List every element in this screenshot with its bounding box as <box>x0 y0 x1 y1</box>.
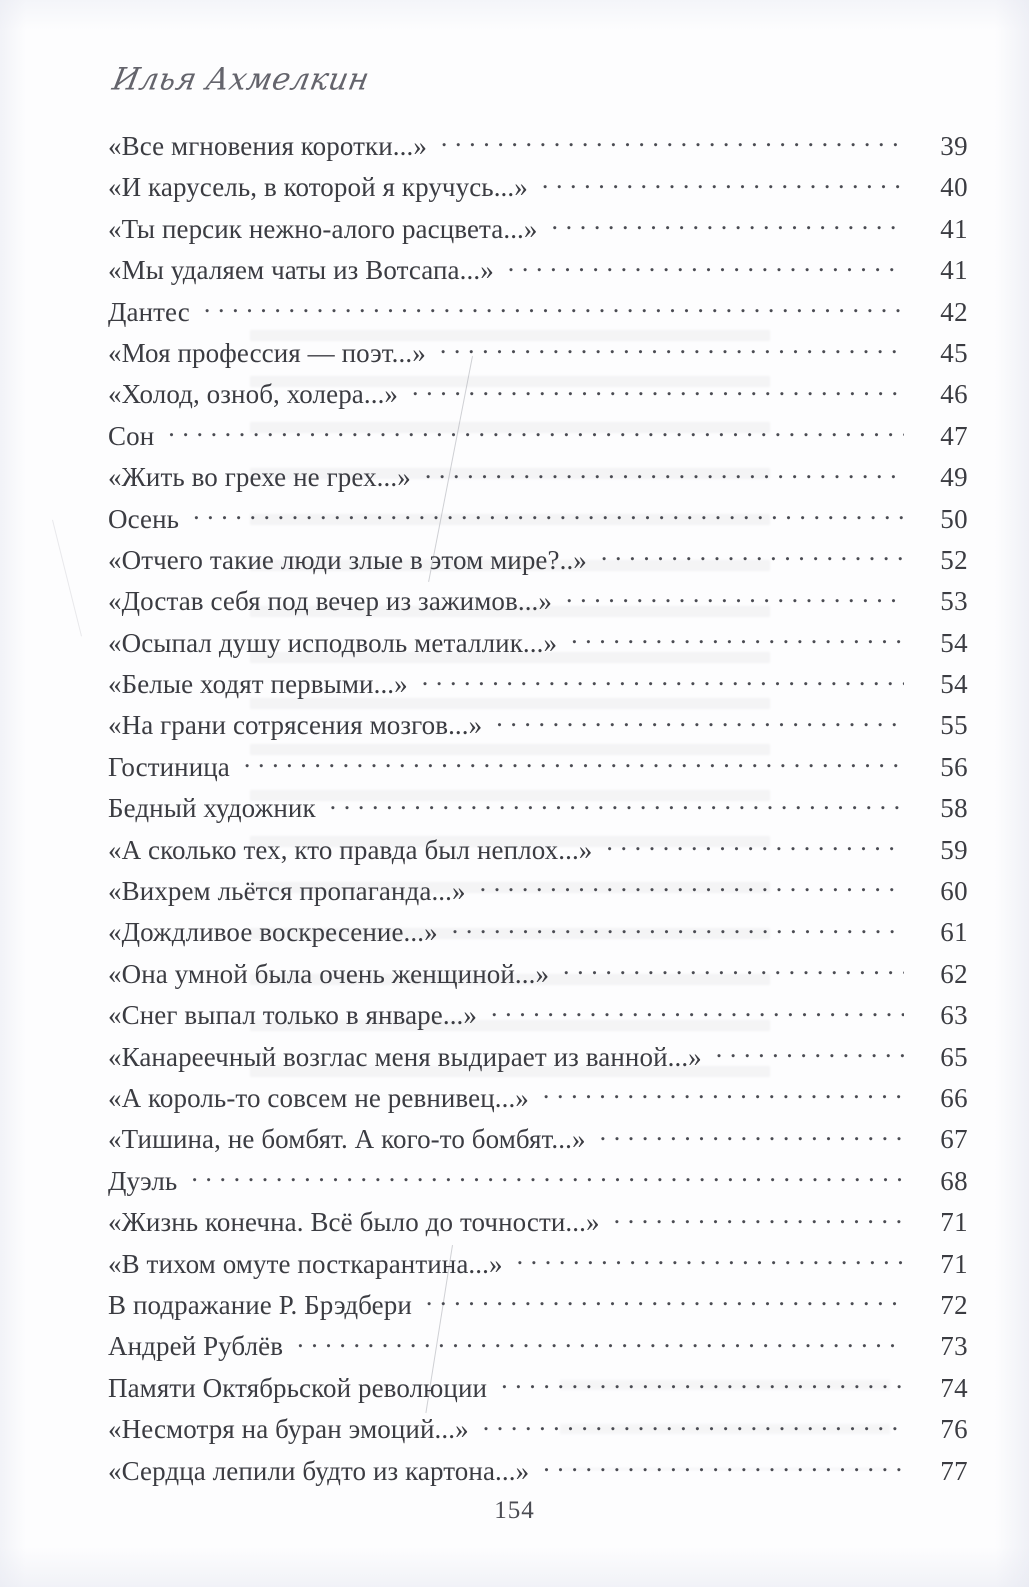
toc-entry-title: «Ты персик нежно-алого расцвета...» <box>108 213 538 244</box>
toc-entry[interactable] <box>108 749 968 790</box>
toc-entry-page-number: 60 <box>940 876 968 907</box>
toc-dot-leader <box>716 1039 904 1066</box>
toc-dot-leader <box>614 1204 904 1231</box>
toc-entry-page-number: 77 <box>940 1455 968 1486</box>
toc-entry-page-number: 49 <box>940 462 968 493</box>
toc-dot-leader <box>508 252 904 279</box>
toc-entry[interactable] <box>108 707 968 748</box>
toc-entry-page-number: 61 <box>940 917 968 948</box>
toc-entry-page-number: 54 <box>940 669 968 700</box>
toc-entry-title: «Достав себя под вечер из зажимов...» <box>108 586 552 617</box>
toc-entry-title: «Канареечный возглас меня выдирает из ванной...» <box>108 1041 702 1072</box>
toc-entry[interactable] <box>108 1121 968 1162</box>
toc-dot-leader <box>501 1370 904 1397</box>
toc-entry-title: Андрей Рублёв <box>108 1331 284 1362</box>
toc-entry-title: «Вихрем льётся пропаганда...» <box>108 876 466 907</box>
toc-entry-page-number: 52 <box>940 544 968 575</box>
toc-entry-title: «Она умной была очень женщиной...» <box>108 958 550 989</box>
toc-dot-leader <box>422 666 904 693</box>
toc-entry-title: «А сколько тех, кто правда был неплох...» <box>108 834 593 865</box>
toc-entry-page-number: 67 <box>940 1124 968 1155</box>
toc-entry-page-number: 47 <box>940 420 968 451</box>
toc-entry[interactable] <box>108 335 968 376</box>
toc-entry[interactable] <box>108 418 968 459</box>
toc-dot-leader <box>566 583 904 610</box>
toc-entry-page-number: 50 <box>940 503 968 534</box>
toc-dot-leader <box>543 1080 904 1107</box>
toc-entry[interactable] <box>108 666 968 707</box>
toc-dot-leader <box>297 1328 904 1355</box>
toc-entry-page-number: 40 <box>940 172 968 203</box>
toc-entry-page-number: 66 <box>940 1082 968 1113</box>
toc-entry[interactable] <box>108 1163 968 1204</box>
toc-entry-title: «В тихом омуте посткарантина...» <box>108 1248 503 1279</box>
toc-entry[interactable] <box>108 1080 968 1121</box>
toc-dot-leader <box>426 1287 904 1314</box>
toc-dot-leader <box>491 997 904 1024</box>
toc-entry-title: «И карусель, в которой я кручусь...» <box>108 172 528 203</box>
toc-entry[interactable] <box>108 1204 968 1245</box>
toc-dot-leader <box>563 956 904 983</box>
toc-entry-page-number: 68 <box>940 1165 968 1196</box>
toc-entry-title: «Несмотря на буран эмоций...» <box>108 1414 469 1445</box>
toc-entry-page-number: 56 <box>940 751 968 782</box>
toc-entry[interactable] <box>108 459 968 500</box>
toc-entry-title: В подражание Р. Брэдбери <box>108 1289 412 1320</box>
toc-dot-leader <box>168 418 904 445</box>
toc-entry-title: «Снег выпал только в январе...» <box>108 1000 477 1031</box>
toc-entry-title: Бедный художник <box>108 793 316 824</box>
toc-entry-page-number: 62 <box>940 958 968 989</box>
toc-dot-leader <box>600 1121 904 1148</box>
toc-entry[interactable] <box>108 1287 968 1328</box>
toc-entry-page-number: 71 <box>940 1248 968 1279</box>
toc-entry[interactable] <box>108 997 968 1038</box>
toc-entry[interactable] <box>108 832 968 873</box>
toc-entry-page-number: 54 <box>940 627 968 658</box>
toc-dot-leader <box>552 211 904 238</box>
toc-dot-leader <box>480 873 904 900</box>
toc-entry[interactable] <box>108 294 968 335</box>
toc-entry[interactable] <box>108 376 968 417</box>
toc-entry-page-number: 71 <box>940 1207 968 1238</box>
toc-entry-title: Осень <box>108 503 180 534</box>
toc-dot-leader <box>244 749 904 776</box>
toc-dot-leader <box>483 1411 904 1438</box>
toc-entry[interactable] <box>108 169 968 210</box>
toc-entry-title: «Холод, озноб, холера...» <box>108 379 399 410</box>
toc-entry[interactable] <box>108 542 968 583</box>
toc-entry-page-number: 72 <box>940 1289 968 1320</box>
toc-entry-title: «Жизнь конечна. Всё было до точности...» <box>108 1207 600 1238</box>
toc-entry-title: «Осыпал душу исподволь металлик...» <box>108 627 558 658</box>
toc-dot-leader <box>571 625 904 652</box>
toc-entry-title: «Все мгновения коротки...» <box>108 131 427 161</box>
toc-dot-leader <box>191 1163 904 1190</box>
toc-dot-leader <box>517 1246 904 1273</box>
toc-dot-leader <box>606 832 904 859</box>
toc-dot-leader <box>193 501 904 528</box>
toc-entry-page-number: 41 <box>940 255 968 286</box>
toc-entry-title: «Жить во грехе не грех...» <box>108 462 411 493</box>
toc-dot-leader <box>542 169 904 196</box>
toc-entry-page-number: 59 <box>940 834 968 865</box>
toc-entry[interactable] <box>108 956 968 997</box>
toc-entry-page-number: 46 <box>940 379 968 410</box>
toc-entry-title: «Моя профессия — поэт...» <box>108 337 426 368</box>
toc-entry[interactable] <box>108 1370 968 1411</box>
toc-entry-page-number: 63 <box>940 1000 968 1031</box>
toc-entry[interactable] <box>108 790 968 831</box>
toc-entry[interactable] <box>108 625 968 666</box>
toc-entry-page-number: 65 <box>940 1041 968 1072</box>
toc-entry[interactable] <box>108 501 968 542</box>
toc-entry-title: Сон <box>108 420 155 451</box>
toc-entry-page-number: 55 <box>940 710 968 741</box>
toc-entry-title: «Белые ходят первыми...» <box>108 669 408 700</box>
running-head-author-name: Илья Ахмелкин <box>109 61 373 98</box>
toc-dot-leader <box>330 790 904 817</box>
toc-entry[interactable] <box>108 128 968 169</box>
toc-entry-title: «На грани сотрясения мозгов...» <box>108 710 483 741</box>
toc-dot-leader <box>543 1453 904 1480</box>
toc-dot-leader <box>425 459 904 486</box>
toc-entry[interactable] <box>108 252 968 293</box>
toc-entry-page-number: 41 <box>940 213 968 244</box>
toc-entry[interactable] <box>108 583 968 624</box>
toc-entry[interactable] <box>108 1453 968 1494</box>
toc-entry-title: «Дождливое воскресение...» <box>108 917 438 948</box>
toc-dot-leader <box>440 335 904 362</box>
toc-entry-title: Дантес <box>108 296 190 327</box>
toc-dot-leader <box>441 128 904 155</box>
toc-dot-leader <box>452 914 904 941</box>
table-of-contents <box>108 128 968 1494</box>
toc-entry-page-number: 58 <box>940 793 968 824</box>
toc-entry-title: «Мы удаляем чаты из Вотсапа...» <box>108 255 494 286</box>
toc-entry[interactable] <box>108 873 968 914</box>
toc-dot-leader <box>204 294 904 321</box>
toc-entry-page-number: 76 <box>940 1414 968 1445</box>
toc-dot-leader <box>412 376 904 403</box>
toc-entry-page-number: 42 <box>940 296 968 327</box>
toc-entry-title: «Тишина, не бомбят. А кого-то бомбят...» <box>108 1124 586 1155</box>
toc-entry-title: «Сердца лепили будто из картона...» <box>108 1455 530 1486</box>
toc-entry-page-number: 74 <box>940 1372 968 1403</box>
toc-entry-title: Памяти Октябрьской революции <box>108 1372 488 1403</box>
toc-entry[interactable] <box>108 1411 968 1452</box>
toc-entry-page-number: 53 <box>940 586 968 617</box>
toc-dot-leader <box>601 542 904 569</box>
toc-dot-leader <box>496 707 904 734</box>
page-folio-number: 154 <box>494 1497 535 1524</box>
toc-entry[interactable] <box>108 914 968 955</box>
toc-entry-page-number: 73 <box>940 1331 968 1362</box>
toc-entry-title: Дуэль <box>108 1165 178 1196</box>
toc-entry-title: «А король-то совсем не ревнивец...» <box>108 1082 529 1113</box>
scan-scratch-mark <box>52 520 82 637</box>
toc-entry-title: Гостиница <box>108 751 230 782</box>
toc-entry[interactable] <box>108 1246 968 1287</box>
toc-entry-title: «Отчего такие люди злые в этом мире?..» <box>108 544 587 575</box>
toc-entry-page-number: 45 <box>940 337 968 368</box>
toc-entry[interactable] <box>108 1328 968 1369</box>
toc-entry-page-number: 39 <box>940 131 968 161</box>
toc-entry[interactable] <box>108 1039 968 1080</box>
toc-entry[interactable] <box>108 211 968 252</box>
